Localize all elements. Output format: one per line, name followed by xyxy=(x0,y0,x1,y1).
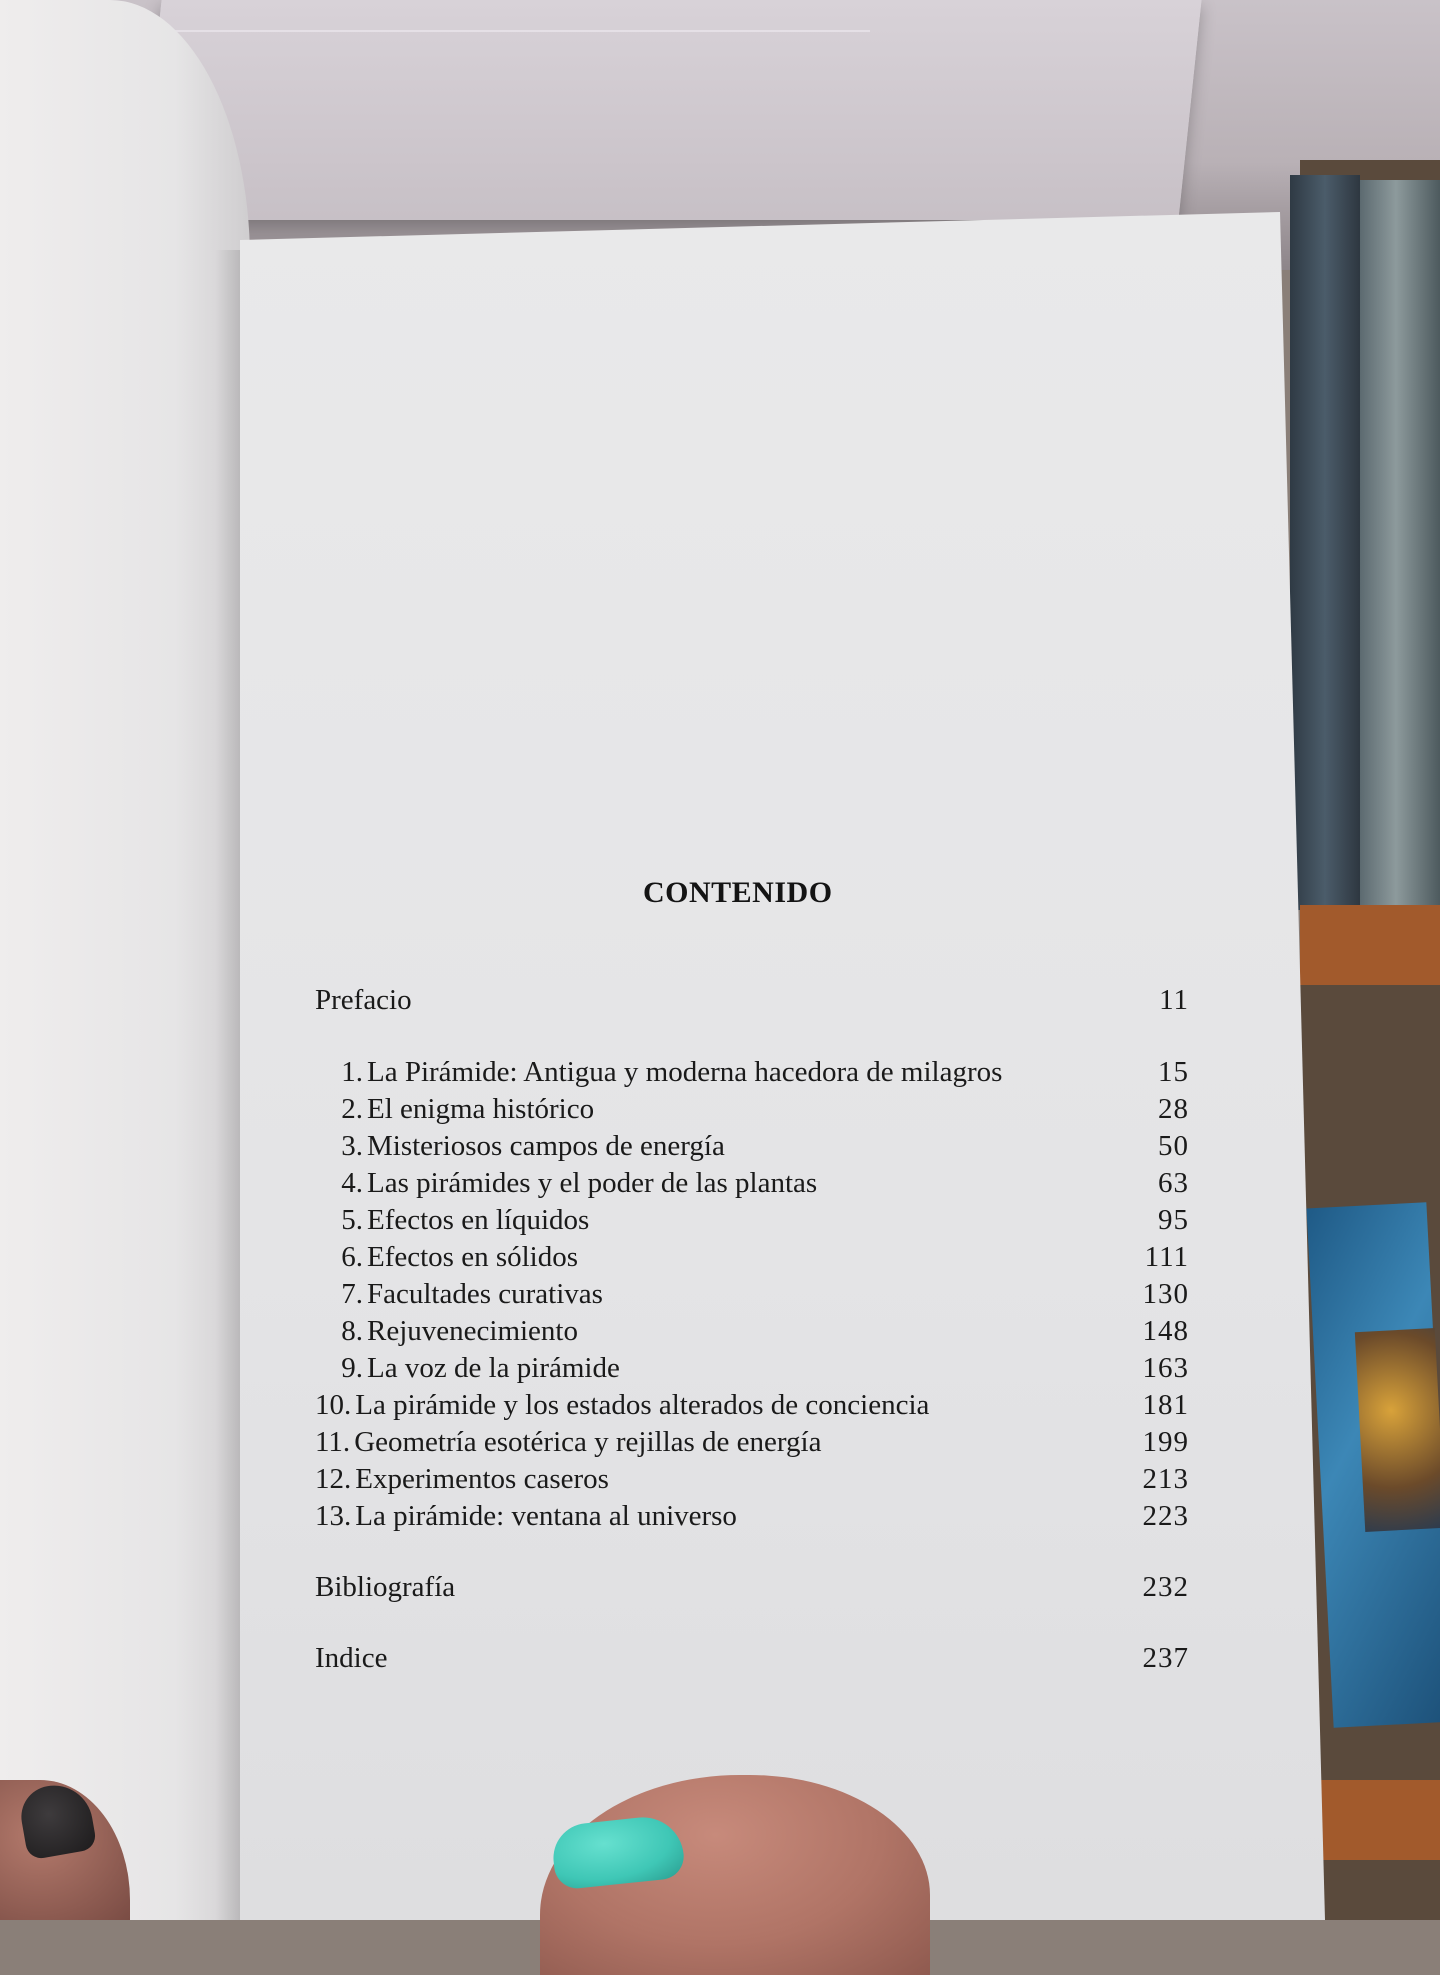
chapter-title: Efectos en sólidos xyxy=(367,1241,579,1273)
page-title: CONTENIDO xyxy=(643,876,833,909)
chapter-number: 6. xyxy=(341,1241,363,1273)
toc-row-bibliography xyxy=(315,1569,1189,1606)
toc-row-chapter xyxy=(315,1165,1189,1202)
toc-page-number: 11 xyxy=(1159,984,1189,1016)
toc-page-number: 199 xyxy=(1142,1426,1189,1458)
toc-page-number: 237 xyxy=(1142,1642,1189,1674)
toc-page-number: 223 xyxy=(1142,1500,1189,1532)
toc-row-chapter xyxy=(315,1498,1189,1535)
chapter-title: Las pirámides y el poder de las plantas xyxy=(367,1167,818,1199)
chapter-number: 4. xyxy=(341,1167,363,1199)
chapter-number: 8. xyxy=(341,1315,363,1347)
toc-page-number: 181 xyxy=(1142,1389,1189,1421)
chapter-number: 5. xyxy=(341,1204,363,1236)
toc-page-number: 111 xyxy=(1144,1241,1189,1273)
toc-page-number: 95 xyxy=(1158,1204,1189,1236)
chapter-number: 2. xyxy=(341,1093,363,1125)
toc-row-index xyxy=(315,1640,1189,1677)
toc-row-chapter xyxy=(315,1350,1189,1387)
background-envelope xyxy=(138,0,1201,220)
chapter-title: Geometría esotérica y rejillas de energía xyxy=(354,1426,822,1458)
toc-row-chapter xyxy=(315,1387,1189,1424)
chapter-title: Misteriosos campos de energía xyxy=(367,1130,725,1162)
toc-page-number: 50 xyxy=(1158,1130,1189,1162)
toc-label: Bibliografía xyxy=(315,1571,456,1603)
toc-row-chapter xyxy=(315,1202,1189,1239)
chapter-title: Facultades curativas xyxy=(367,1278,603,1310)
toc-page-number: 213 xyxy=(1142,1463,1189,1495)
left-page xyxy=(0,0,250,1920)
chapter-number: 11. xyxy=(315,1426,351,1458)
toc-row-chapter xyxy=(315,1313,1189,1350)
toc-row-chapter xyxy=(315,1239,1189,1276)
toc-page-number: 148 xyxy=(1142,1315,1189,1347)
chapter-title: La pirámide: ventana al universo xyxy=(355,1500,737,1532)
toc-row-chapter xyxy=(315,1054,1189,1091)
toc-row-chapter xyxy=(315,1424,1189,1461)
toc-page-number: 28 xyxy=(1158,1093,1189,1125)
shelf-book-spine xyxy=(1360,180,1440,910)
shelf-board xyxy=(1300,905,1440,985)
toc-row-preface xyxy=(315,982,1189,1019)
toc-page-number: 130 xyxy=(1142,1278,1189,1310)
chapter-number: 13. xyxy=(315,1500,352,1532)
chapter-number: 7. xyxy=(341,1278,363,1310)
toc-page-number: 15 xyxy=(1158,1056,1189,1088)
toc-page-number: 232 xyxy=(1142,1571,1189,1603)
chapter-title: La pirámide y los estados alterados de conciencia xyxy=(355,1389,930,1421)
toc-row-chapter xyxy=(315,1461,1189,1498)
toc-row-chapter xyxy=(315,1276,1189,1313)
chapter-number: 10. xyxy=(315,1389,352,1421)
toc-row-chapter xyxy=(315,1128,1189,1165)
shelf-book-artwork xyxy=(1355,1328,1440,1532)
chapter-number: 3. xyxy=(341,1130,363,1162)
table-of-contents xyxy=(315,982,1189,1677)
toc-page-number: 163 xyxy=(1142,1352,1189,1384)
chapter-number: 1. xyxy=(341,1056,363,1088)
chapter-number: 9. xyxy=(341,1352,363,1384)
shelf-book-spine xyxy=(1290,175,1360,910)
chapter-title: La voz de la pirámide xyxy=(367,1352,620,1384)
toc-label: Prefacio xyxy=(315,984,412,1016)
toc-row-chapter xyxy=(315,1091,1189,1128)
chapter-title: Rejuvenecimiento xyxy=(367,1315,578,1347)
toc-label: Indice xyxy=(315,1642,388,1674)
chapter-title: Experimentos caseros xyxy=(355,1463,609,1495)
envelope-edge xyxy=(170,30,870,32)
toc-page-number: 63 xyxy=(1158,1167,1189,1199)
chapter-title: La Pirámide: Antigua y moderna hacedora de milagros xyxy=(367,1056,1003,1088)
chapter-title: Efectos en líquidos xyxy=(367,1204,590,1236)
chapter-number: 12. xyxy=(315,1463,352,1495)
chapter-title: El enigma histórico xyxy=(367,1093,595,1125)
